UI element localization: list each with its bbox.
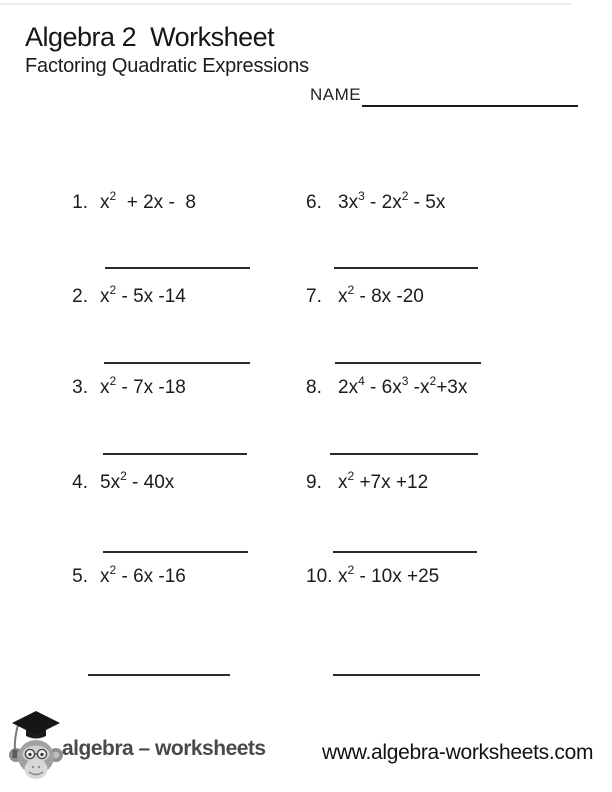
answer-line [103, 453, 247, 455]
page-title: Algebra 2 Worksheet [25, 22, 275, 52]
answer-line [333, 551, 477, 553]
scan-artifact-line [0, 3, 572, 5]
problem-number: 9. [306, 472, 322, 493]
problem-expression: $2x^4 - 6x^3$ $-x^2+3x$ [338, 373, 468, 398]
answer-line [88, 674, 230, 676]
problem-number: 1. [72, 192, 88, 213]
answer-line [334, 267, 478, 269]
answer-line [333, 674, 480, 676]
problem-item [306, 562, 440, 589]
problem-number: 7. [306, 286, 322, 307]
page-subtitle: Factoring Quadratic Expressions [25, 55, 309, 77]
answer-line [103, 551, 248, 553]
problem-expression: $x^2 - 8x$ -20 [338, 282, 424, 307]
problem-number: 2. [72, 286, 88, 307]
problem-item [66, 562, 186, 589]
problem-expression: $x^2 +7x +12$ [338, 468, 429, 493]
problem-expression: $3x^3 - 2x^2 - 5x$ [338, 188, 446, 213]
website-url: www.algebra-worksheets.com [322, 741, 594, 764]
problem-number: 6. [306, 192, 322, 213]
problem-item [306, 282, 424, 309]
problem-item [66, 188, 196, 215]
problem-expression: $5x^2 - 40x$ [100, 468, 175, 493]
monkey-graduate-icon [9, 709, 63, 785]
logo-text: algebra – worksheets [62, 737, 266, 760]
problem-item [306, 373, 468, 400]
problem-expression: $x^2 - 10x +25$ [338, 562, 440, 587]
problem-number: 10. [306, 566, 333, 587]
problem-expression: $x^2 - 7x$ -18 [100, 373, 186, 398]
problem-expression: $x^2 + 2x - 8$ [100, 188, 196, 213]
problem-item [66, 282, 186, 309]
answer-line [104, 362, 250, 364]
problem-number: 8. [306, 377, 322, 398]
name-label: NAME [310, 85, 362, 104]
answer-line [335, 362, 481, 364]
problem-expression: $x^2 - 5x$ -14 [100, 282, 186, 307]
problem-item [66, 373, 186, 400]
answer-line [330, 453, 478, 455]
problem-item [306, 188, 446, 215]
answer-line [105, 267, 250, 269]
name-blank-line [362, 86, 578, 107]
problem-expression: $x^2 - 6x$ -16 [100, 562, 186, 587]
problem-number: 5. [72, 566, 88, 587]
problem-number: 4. [72, 472, 88, 493]
problem-item [306, 468, 429, 495]
problem-number: 3. [72, 377, 88, 398]
problem-item [66, 468, 175, 495]
